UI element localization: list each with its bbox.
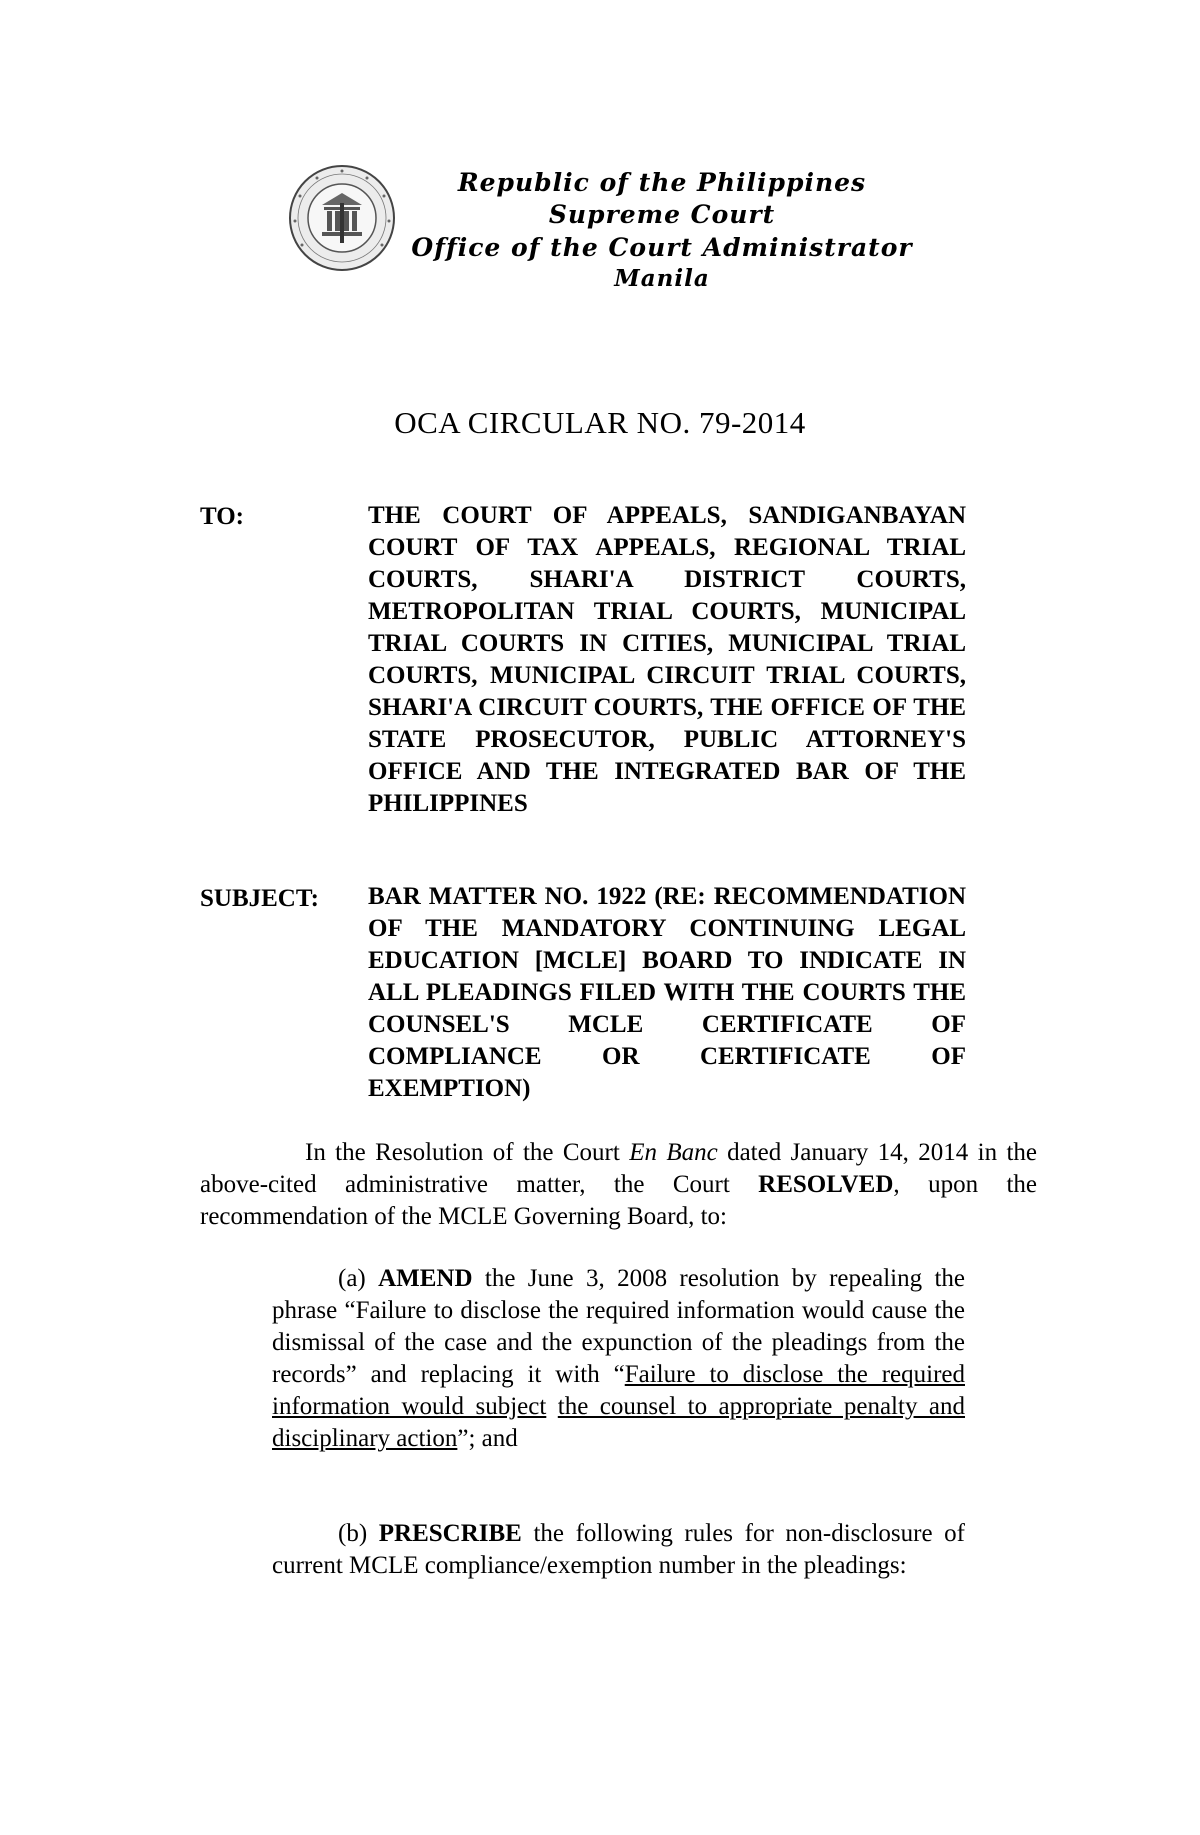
en-banc-term: En Banc bbox=[629, 1139, 718, 1166]
resolved-term: RESOLVED bbox=[758, 1171, 894, 1198]
subject-label: SUBJECT: bbox=[200, 885, 320, 912]
subject-text: BAR MATTER NO. 1922 (RE: RECOMMENDATION OF THE MANDATORY CONTINUING LEGAL EDUCATION [MCLE] BOARD TO INDICATE IN ALL PLEADINGS FILED WITH THE COURTS THE COUNSEL'S MCLE CERTIFICATE OF COMPLIANCE OR CERTIFICATE OF EXEMPTION) bbox=[368, 883, 966, 1102]
underlined-phrase-1: Failure to disclose the required information would subject bbox=[272, 1361, 965, 1420]
seal-icon bbox=[287, 163, 397, 293]
to-addressees: THE COURT OF APPEALS, SANDIGANBAYAN COURT OF TAX APPEALS, REGIONAL TRIAL COURTS, SHARI'A DISTRICT COURTS, METROPOLITAN TRIAL COURTS, MUNICIPAL TRIAL COURTS IN CITIES, MUNICIPAL TRIAL COURTS, MUNICIPAL CIRCUIT TRIAL COURTS, SHARI'A CIRCUIT COURTS, THE OFFICE OF THE STATE PROSECUTOR, PUBLIC ATTORNEY'S OFFICE AND THE INTEGRATED BAR OF THE PHILIPPINES bbox=[368, 502, 966, 817]
letterhead-city: Manila bbox=[614, 265, 710, 292]
letterhead-republic: Republic of the Philippines bbox=[457, 168, 867, 197]
to-label: TO: bbox=[200, 503, 244, 530]
letterhead-office: Office of the Court Administrator bbox=[411, 233, 913, 262]
item-b-paragraph: (b) PRESCRIBE the following rules for non-disclosure of current MCLE compliance/exemption number in the pleadings: bbox=[272, 1520, 965, 1579]
intro-paragraph: In the Resolution of the Court En Banc dated January 14, 2014 in the above-cited administrative matter, the Court RESOLVED, upon the recommendation of the MCLE Governing Board, to: bbox=[200, 1139, 1037, 1230]
prescribe-term: PRESCRIBE bbox=[378, 1520, 522, 1547]
letterhead-supreme-court: Supreme Court bbox=[548, 200, 776, 229]
underlined-phrase-2: the counsel to appropriate penalty and disciplinary action bbox=[272, 1393, 966, 1452]
item-a-paragraph: (a) AMEND the June 3, 2008 resolution by repealing the phrase “Failure to disclose the required information would cause the dismissal of the case and the expunction of the pleadings from the records” and replacing it with “Failure to disclose the required information would subject the counsel to appropriate penalty and disciplinary action”; and bbox=[272, 1265, 966, 1452]
court-seal-logo bbox=[287, 163, 397, 348]
circular-title: OCA CIRCULAR NO. 79-2014 bbox=[394, 405, 806, 440]
amend-term: AMEND bbox=[378, 1265, 473, 1292]
